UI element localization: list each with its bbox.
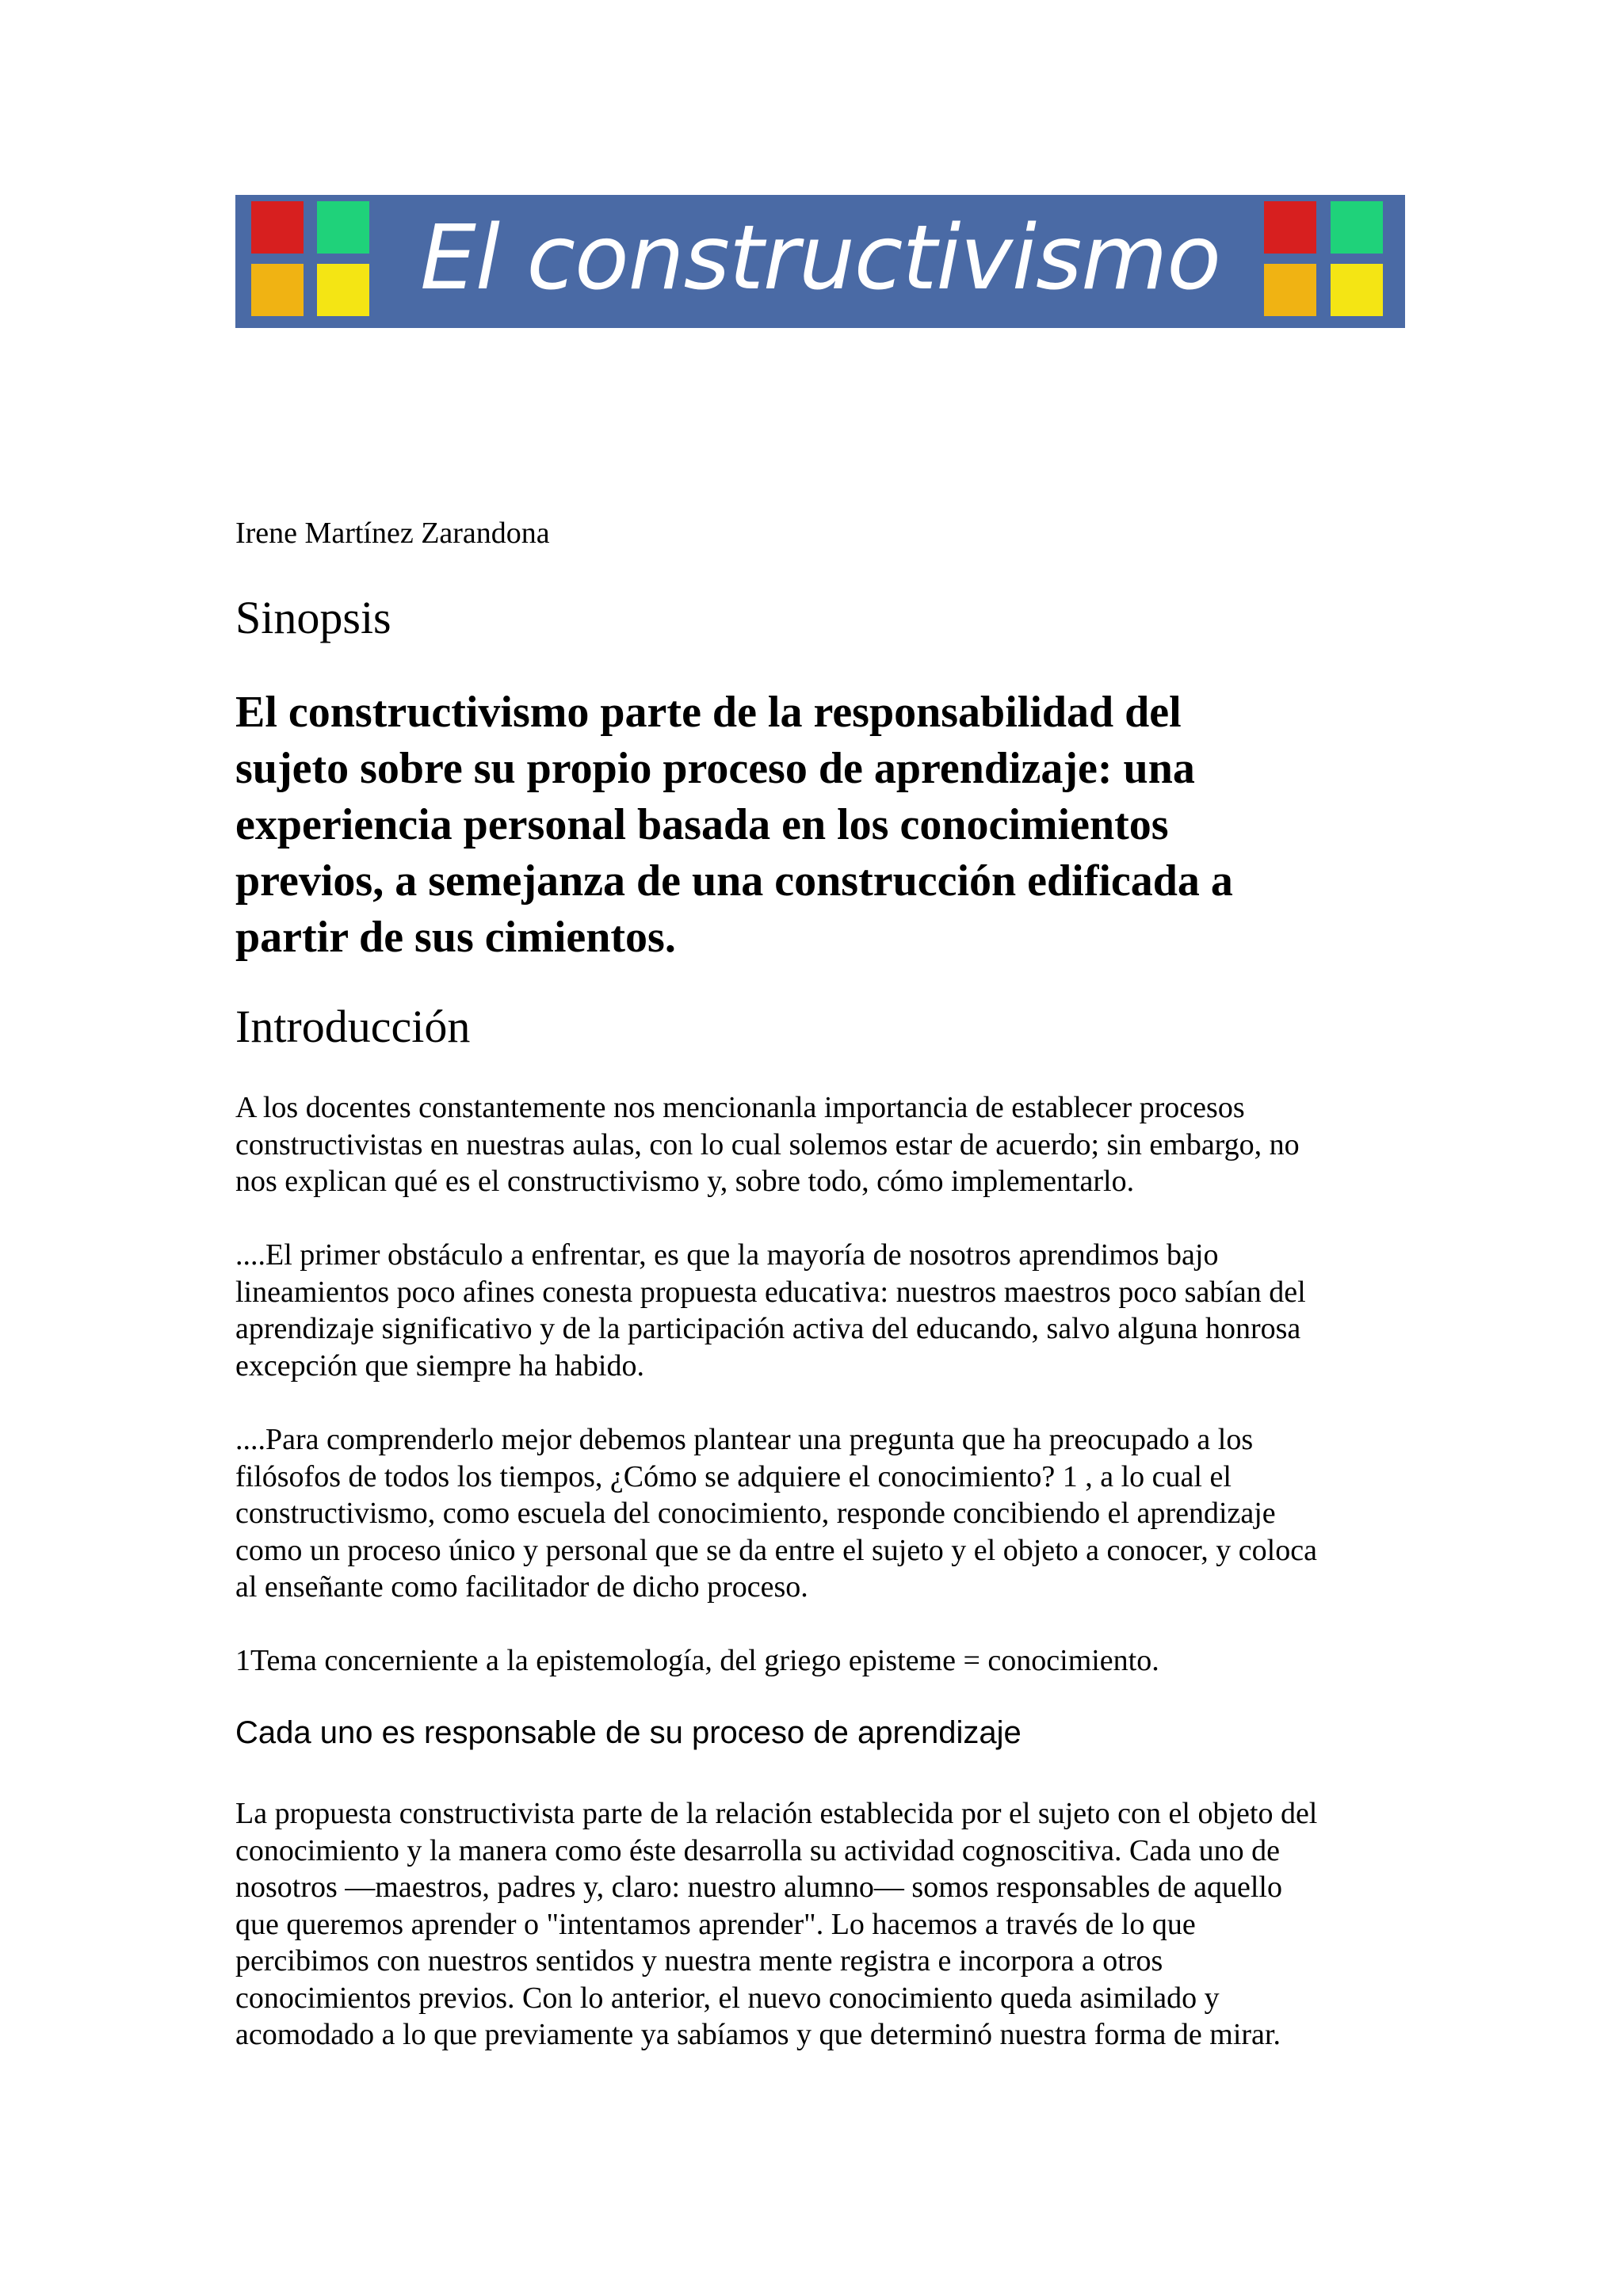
synopsis-heading: Sinopsis xyxy=(235,592,391,643)
paragraph-line: constructivismo, como escuela del conocimiento, responde concibiendo el aprendizaje xyxy=(235,1497,1276,1530)
green-square xyxy=(1331,201,1383,254)
paragraph-line: excepción que siempre ha habido. xyxy=(235,1348,644,1383)
paragraph-line: filósofos de todos los tiempos, ¿Cómo se adquiere el conocimiento? 1 , a lo cual el xyxy=(235,1459,1232,1493)
synopsis-line: partir de sus cimientos. xyxy=(235,913,676,962)
paragraph-line: percibimos con nuestros sentidos y nuestra mente registra e incorpora a otros xyxy=(235,1944,1163,1978)
footnote xyxy=(235,1642,1424,1680)
synopsis-line: sujeto sobre su propio proceso de aprendizaje: una xyxy=(235,744,1195,793)
paragraph-line: acomodado a lo que previamente ya sabíamos y que determinó nuestra forma de mirar. xyxy=(235,2018,1281,2051)
footnote-text: 1Tema concerniente a la epistemología, del griego episteme = conocimiento. xyxy=(235,1644,1159,1677)
yellow-square xyxy=(1331,264,1383,316)
title-banner xyxy=(235,195,1405,328)
paragraph-line: nosotros —maestros, padres y, claro: nuestro alumno— somos responsables de aquello xyxy=(235,1871,1282,1904)
paragraph-line: al enseñante como facilitador de dicho proceso. xyxy=(235,1570,808,1604)
synopsis-line: El constructivismo parte de la responsabilidad del xyxy=(235,688,1182,737)
banner-title: El constructivismo xyxy=(420,207,1220,310)
paragraph-line: constructivistas en nuestras aulas, con lo cual solemos estar de acuerdo; sin embargo, no xyxy=(235,1127,1300,1161)
paragraph-line: lineamientos poco afines conesta propuesta educativa: nuestros maestros poco sabían del xyxy=(235,1275,1306,1309)
paragraph-line: La propuesta constructivista parte de la relación establecida por el sujeto con el objeto del xyxy=(235,1797,1318,1830)
section-subheading: Cada uno es responsable de su proceso de aprendizaje xyxy=(235,1715,1022,1750)
paragraph-2 xyxy=(235,1237,1424,1384)
orange-square xyxy=(1264,264,1316,316)
synopsis-text xyxy=(235,685,1424,966)
red-square xyxy=(1264,201,1316,254)
introduction-heading: Introducción xyxy=(235,1001,471,1052)
synopsis-line: previos, a semejanza de una construcción edificada a xyxy=(235,856,1233,906)
author-name: Irene Martínez Zarandona xyxy=(235,517,550,550)
paragraph-1 xyxy=(235,1089,1424,1200)
paragraph-line: conocimiento y la manera como éste desarrolla su actividad cognoscitiva. Cada uno de xyxy=(235,1833,1280,1867)
paragraph-4 xyxy=(235,1795,1424,2054)
synopsis-line: experiencia personal basada en los conocimientos xyxy=(235,800,1169,849)
paragraph-line: conocimientos previos. Con lo anterior, el nuevo conocimiento queda asimilado y xyxy=(235,1981,1220,2015)
paragraph-line: ....Para comprenderlo mejor debemos plantear una pregunta que ha preocupado a los xyxy=(235,1423,1254,1456)
paragraph-line: como un proceso único y personal que se da entre el sujeto y el objeto a conocer, y coloca xyxy=(235,1533,1317,1567)
paragraph-line: ....El primer obstáculo a enfrentar, es que la mayoría de nosotros aprendimos bajo xyxy=(235,1238,1219,1272)
paragraph-line: nos explican qué es el constructivismo y, sobre todo, cómo implementarlo. xyxy=(235,1165,1135,1198)
paragraph-line: que queremos aprender o "intentamos aprender". Lo hacemos a través de lo que xyxy=(235,1907,1196,1941)
paragraph-line: A los docentes constantemente nos mencionanla importancia de establecer procesos xyxy=(235,1091,1245,1124)
paragraph-line: aprendizaje significativo y de la participación activa del educando, salvo alguna honrosa xyxy=(235,1312,1301,1345)
paragraph-3 xyxy=(235,1421,1424,1606)
